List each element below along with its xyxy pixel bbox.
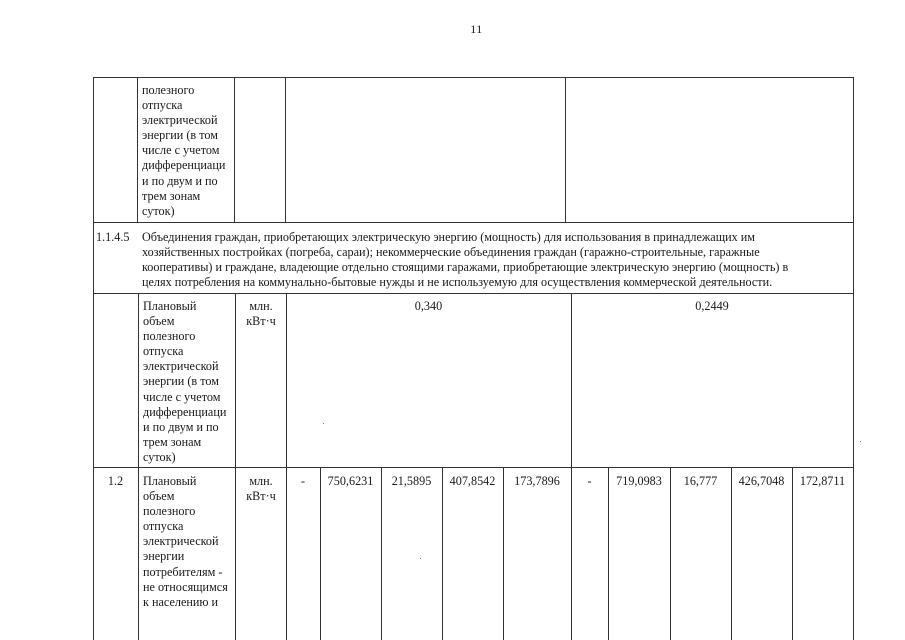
scan-speck bbox=[420, 558, 421, 559]
col-border-right bbox=[853, 77, 854, 640]
value-cell: 407,8542 bbox=[449, 474, 496, 488]
section-number: 1.1.4.5 bbox=[96, 230, 130, 244]
value-cell: - bbox=[587, 474, 592, 488]
col-border-left bbox=[93, 77, 94, 640]
row-divider-2 bbox=[93, 293, 853, 294]
col-border-period bbox=[571, 293, 572, 467]
indicator-name: Плановый объем полезного отпуска электрической энергии (в том числе с учетом дифференциаци и по двум и по трем зонам суток) bbox=[143, 299, 227, 464]
col-border-number bbox=[137, 77, 138, 222]
scan-speck bbox=[860, 441, 861, 442]
col-border-name bbox=[235, 293, 236, 640]
col-border-name bbox=[234, 77, 235, 222]
table-top-border bbox=[93, 77, 853, 78]
col-border-sub bbox=[381, 467, 382, 640]
col-border-sub bbox=[608, 467, 609, 640]
value-cell: 750,6231 bbox=[327, 474, 374, 488]
row-divider-1 bbox=[93, 222, 853, 223]
indicator-name: Плановый объем полезного отпуска электрической энергии потребителям - не относящимся к населению и bbox=[143, 474, 228, 609]
col-border-sub bbox=[792, 467, 793, 640]
col-border-sub bbox=[731, 467, 732, 640]
value-cell: 16,777 bbox=[683, 474, 718, 488]
indicator-name: полезного отпуска электрической энергии (в том числе с учетом дифференциаци и по двум и по трем зонам суток) bbox=[142, 83, 226, 218]
col-border-unit bbox=[285, 77, 286, 222]
col-border-period bbox=[565, 77, 566, 222]
value-cell: 426,7048 bbox=[738, 474, 785, 488]
value-period-2: 0,2449 bbox=[695, 299, 729, 313]
value-cell: 719,0983 bbox=[616, 474, 662, 488]
col-border-sub bbox=[442, 467, 443, 640]
unit-label: млн. кВт·ч bbox=[246, 474, 276, 504]
scan-speck bbox=[323, 423, 324, 424]
col-border-sub bbox=[320, 467, 321, 640]
section-description: Объединения граждан, приобретающих электрическую энергию (мощность) для использования в принадлежащих им хозяйственных постройках (погреба, сараи); некоммерческие объединения граждан (гаражно-строительные, гаражные кооперативы) и граждане, владеющие отдельно стоящими гаражами, приобретающие электрическую энергию (мощность) в целях потребления на коммунально-бытовые нужды и не используемую для осуществления коммерческой деятельности. bbox=[142, 230, 789, 289]
unit-label: млн. кВт·ч bbox=[246, 299, 276, 329]
page-number: 11 bbox=[470, 22, 483, 36]
col-border-sub bbox=[670, 467, 671, 640]
row-number: 1.2 bbox=[107, 474, 124, 488]
col-border-sub bbox=[503, 467, 504, 640]
col-border-number bbox=[138, 293, 139, 640]
value-cell: 21,5895 bbox=[391, 474, 432, 488]
value-cell: 172,8711 bbox=[799, 474, 846, 488]
col-border-unit bbox=[286, 293, 287, 640]
col-border-sub bbox=[571, 467, 572, 640]
row-divider-3 bbox=[93, 467, 853, 468]
value-cell: - bbox=[300, 474, 306, 488]
value-cell: 173,7896 bbox=[514, 474, 560, 488]
value-period-1: 0,340 bbox=[414, 299, 443, 313]
